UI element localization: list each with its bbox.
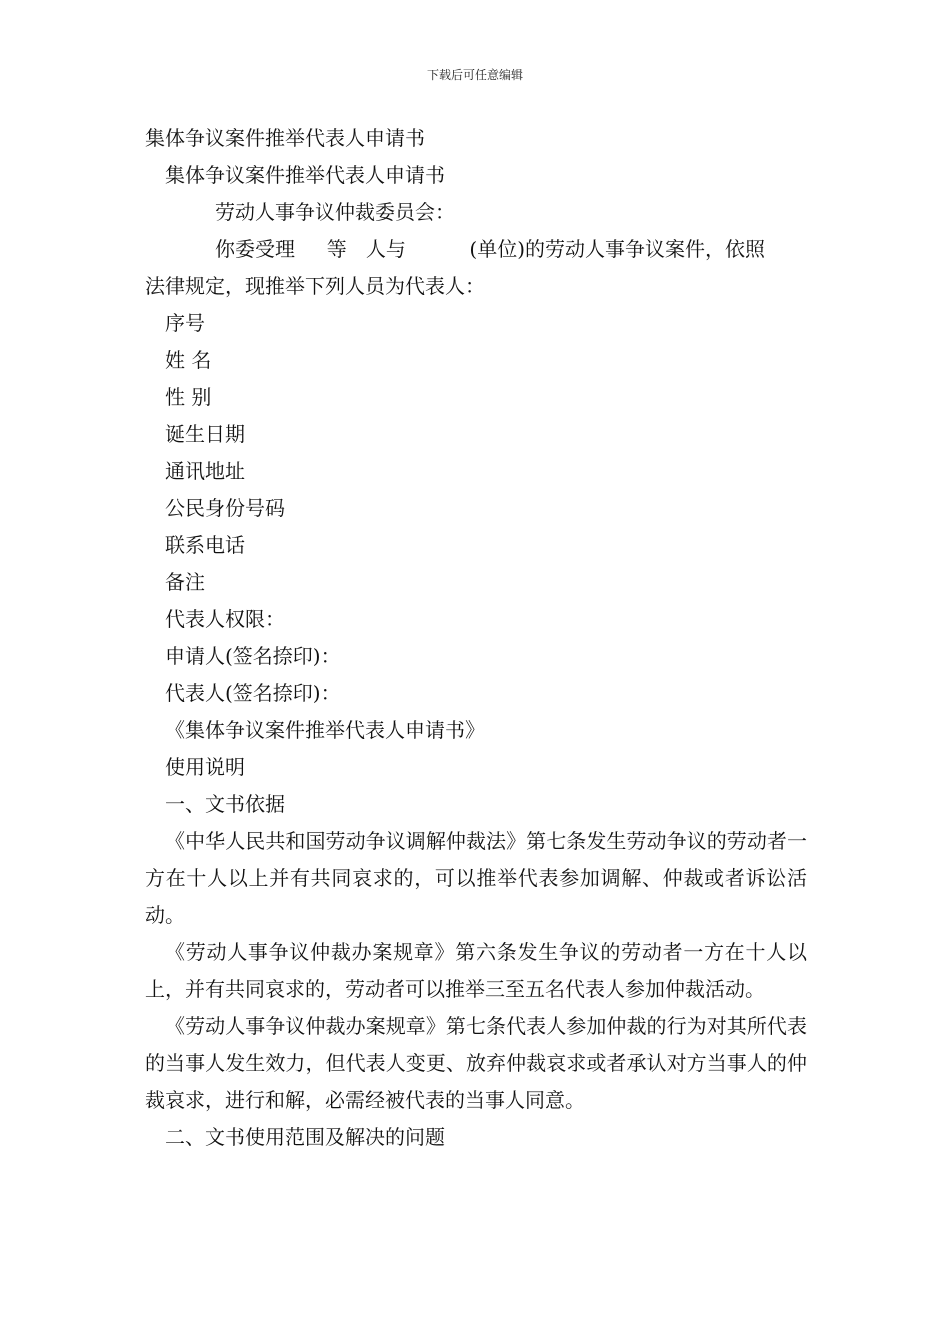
usage-title: 使用说明 <box>165 755 245 779</box>
section-2-title: 二、文书使用范围及解决的问题 <box>165 1125 445 1149</box>
field-name: 姓 名 <box>165 348 212 372</box>
field-representative-signature: 代表人(签名捺印)： <box>165 681 341 705</box>
field-applicant-signature: 申请人(签名捺印)： <box>165 644 341 668</box>
field-remarks: 备注 <box>165 570 205 594</box>
field-phone: 联系电话 <box>165 533 245 557</box>
page-header: 下载后可任意编辑 <box>426 68 523 82</box>
field-serial-number: 序号 <box>165 311 205 335</box>
field-birth-date: 诞生日期 <box>165 422 245 446</box>
field-representative-authority: 代表人权限： <box>165 607 285 631</box>
guide-title: 《集体争议案件推举代表人申请书》 <box>165 718 485 742</box>
intro-line-2: 法律规定，现推举下列人员为代表人： <box>145 274 485 298</box>
addressee: 劳动人事争议仲裁委员会： <box>215 200 455 224</box>
field-gender: 性 别 <box>165 385 212 409</box>
field-address: 通讯地址 <box>165 459 245 483</box>
document-title: 集体争议案件推举代表人申请书 <box>145 126 425 150</box>
paragraph-1: 《中华人民共和国劳动争议调解仲裁法》第七条发生劳动争议的劳动者一方在十人以上并有共同哀求的，可以推举代表参加调解、仲裁或者诉讼活动。 <box>145 829 807 927</box>
intro-line-1: 你委受理 等 人与 (单位)的劳动人事争议案件，依照 <box>215 237 766 261</box>
section-1-title: 一、文书依据 <box>165 792 285 816</box>
document-subtitle: 集体争议案件推举代表人申请书 <box>165 163 445 187</box>
field-id-number: 公民身份号码 <box>165 496 285 520</box>
paragraph-2: 《劳动人事争议仲裁办案规章》第六条发生争议的劳动者一方在十人以上，并有共同哀求的，劳动者可以推举三至五名代表人参加仲裁活动。 <box>145 940 807 1001</box>
paragraph-3: 《劳动人事争议仲裁办案规章》第七条代表人参加仲裁的行为对其所代表的当事人发生效力，但代表人变更、放弃仲裁哀求或者承认对方当事人的仲裁哀求，进行和解，必需经被代表的当事人同意。 <box>145 1014 807 1112</box>
document-body <box>145 120 807 1156</box>
